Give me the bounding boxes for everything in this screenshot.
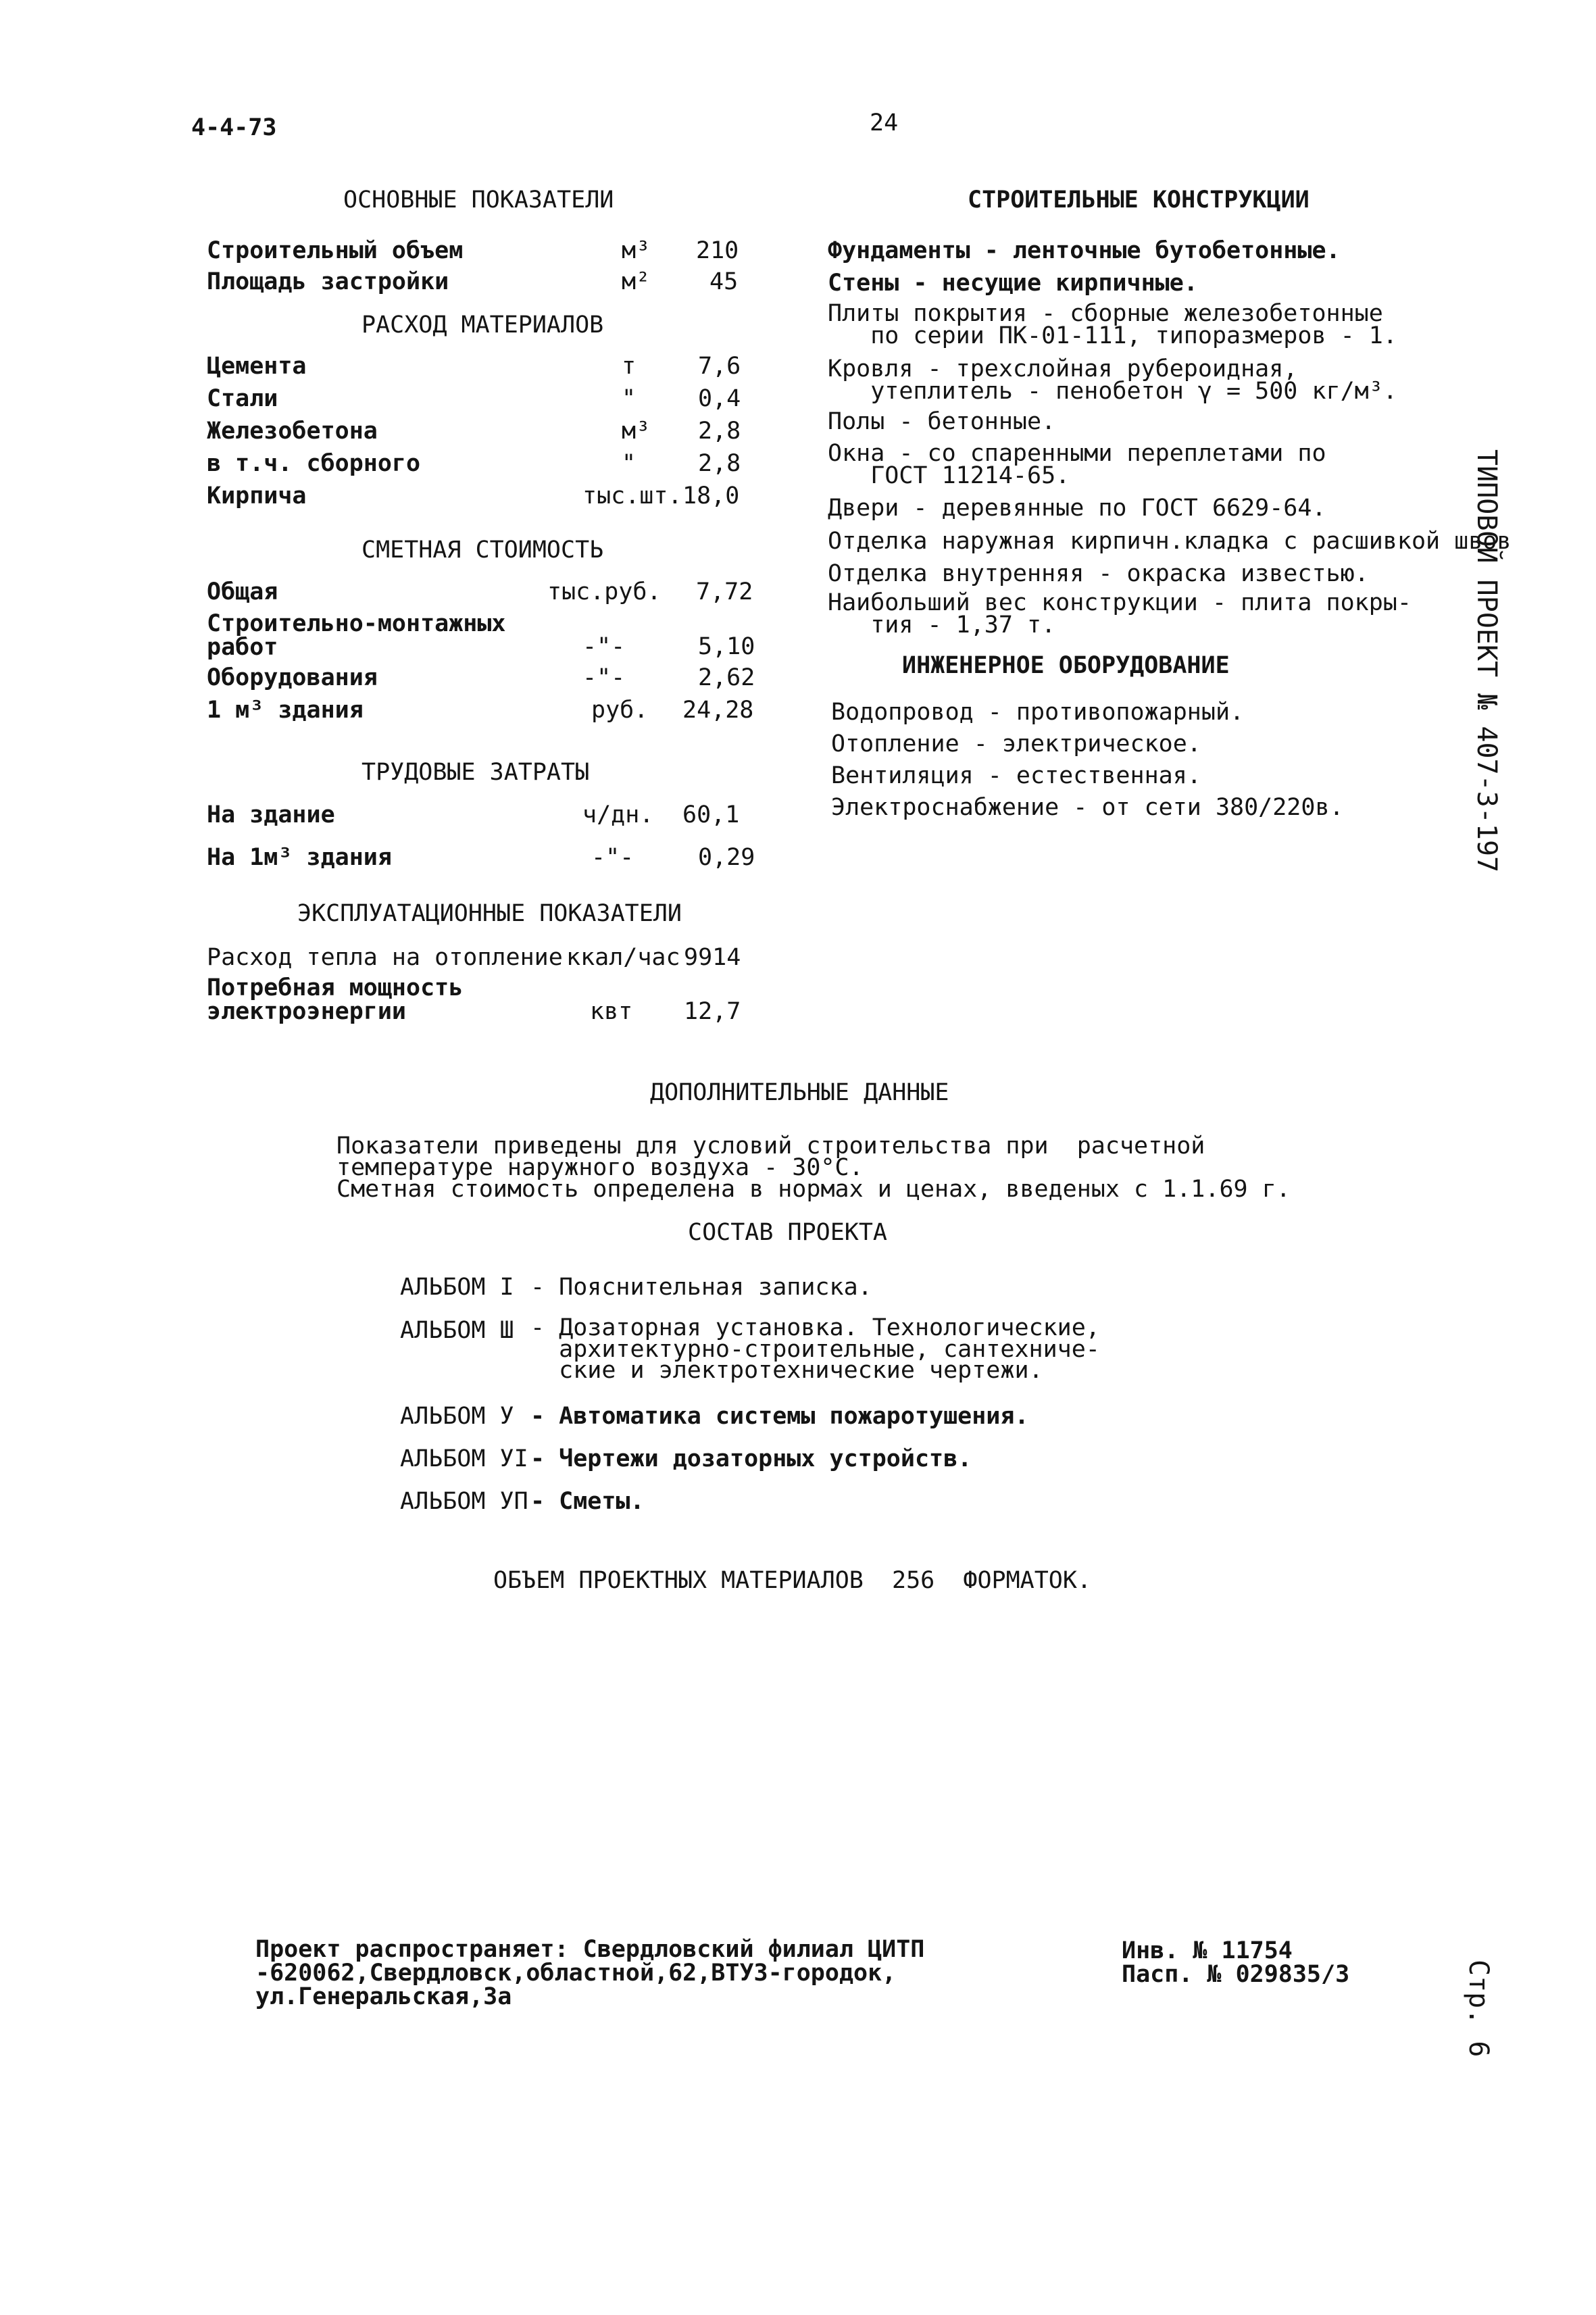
table-row-label: Цемента <box>207 353 307 380</box>
table-row-label: Кирпича <box>207 482 307 509</box>
list-item: Кровля - трехслойная рубероидная, утеплитель - пенобетон γ = 500 кг/м³. <box>828 355 1397 405</box>
composition-title: СОСТАВ ПРОЕКТА <box>688 1219 888 1246</box>
table-row-unit: -"- <box>582 664 626 691</box>
album-description: - Дозаторная установка. Технологические, архитектурно-строительные, сантехниче- ские и электротехнические чертежи. <box>530 1314 1100 1384</box>
list-item: Двери - деревянные по ГОСТ 6629-64. <box>828 495 1326 522</box>
table-row-unit: -"- <box>591 844 634 871</box>
table-row-label: Потребная мощность электроэнергии <box>207 974 464 1025</box>
table-row-value: 7,6 <box>698 353 741 380</box>
list-item: Водопровод - противопожарный. <box>831 699 1245 726</box>
table-row-unit: м³ <box>622 237 651 264</box>
table-row-value: 2,8 <box>698 450 741 477</box>
table-row-value: 0,29 <box>698 844 755 871</box>
list-item: Фундаменты - ленточные бутобетонные. <box>828 237 1341 264</box>
list-item: Окна - со спаренными переплетами по ГОСТ 11214-65. <box>828 440 1326 490</box>
page-number: 24 <box>870 109 899 136</box>
cost-title: СМЕТНАЯ СТОИМОСТЬ <box>361 537 604 564</box>
table-row-label: На здание <box>207 801 335 828</box>
table-row-label: Общая <box>207 578 278 605</box>
list-item: Отделка наружная кирпичн.кладка с расшивкой швов <box>828 528 1512 555</box>
table-row-unit: ч/дн. <box>582 801 654 828</box>
album-name: АЛЬБОМ У <box>400 1403 514 1430</box>
additional-title: ДОПОЛНИТЕЛЬНЫЕ ДАННЫЕ <box>650 1079 949 1106</box>
constructions-title: СТРОИТЕЛЬНЫЕ КОНСТРУКЦИИ <box>968 186 1310 214</box>
table-row-unit: тыс.руб. <box>547 578 662 605</box>
table-row-value: 12,7 <box>684 998 741 1025</box>
table-row-unit: " <box>622 450 637 477</box>
table-row-label: в т.ч. сборного <box>207 450 421 477</box>
table-row-label: На 1м³ здания <box>207 844 392 871</box>
labor-title: ТРУДОВЫЕ ЗАТРАТЫ <box>361 759 590 786</box>
list-item: Вентиляция - естественная. <box>831 762 1201 789</box>
basic-indicators-title: ОСНОВНЫЕ ПОКАЗАТЕЛИ <box>343 186 614 214</box>
table-row-value: 7,72 <box>696 578 753 605</box>
list-item: Отделка внутренняя - окраска известью. <box>828 560 1369 587</box>
table-row-unit: м² <box>622 268 651 295</box>
list-item: Стены - несущие кирпичные. <box>828 270 1198 297</box>
table-row-unit: руб. <box>591 697 649 724</box>
table-row-label: Оборудования <box>207 664 378 691</box>
album-description: - Сметы. <box>530 1488 645 1515</box>
document-code: 4-4-73 <box>191 114 277 141</box>
table-row-unit: тыс.шт. <box>582 482 682 509</box>
list-item: Наибольший вес конструкции - плита покры- тия - 1,37 т. <box>828 589 1412 639</box>
table-row-unit: м³ <box>622 418 651 445</box>
list-item: Плиты покрытия - сборные железобетонные по серии ПК-01-111, типоразмеров - 1. <box>828 300 1397 350</box>
distributor-info: Проект распространяет: Свердловский филиал ЦИТП -620062,Свердловск,областной,62,ВТУЗ-городок, ул.Генеральская,3а <box>255 1936 925 2010</box>
additional-text: Показатели приведены для условий строительства при расчетной температуре наружного воздуха - 30°С. Сметная стоимость определена в нормах и ценах, введеных с 1.1.69 г. <box>336 1132 1291 1203</box>
table-row-label: Площадь застройки <box>207 268 449 295</box>
album-name: АЛЬБОМ УI <box>400 1445 528 1472</box>
operation-title: ЭКСПЛУАТАЦИОННЫЕ ПОКАЗАТЕЛИ <box>297 900 682 927</box>
table-row-label: Стали <box>207 385 278 412</box>
table-row-label: Строительно-монтажных работ <box>207 610 506 661</box>
table-row-value: 5,10 <box>698 633 755 660</box>
list-item: Отопление - электрическое. <box>831 730 1201 757</box>
table-row-value: 18,0 <box>682 482 740 509</box>
album-name: АЛЬБОМ Ш <box>400 1317 514 1344</box>
table-row-value: 2,8 <box>698 418 741 445</box>
table-row-value: 24,28 <box>682 697 754 724</box>
table-row-unit: ккал/час <box>566 944 680 971</box>
album-description: - Пояснительная записка. <box>530 1274 872 1301</box>
project-volume: ОБЪЕМ ПРОЕКТНЫХ МАТЕРИАЛОВ 256 ФОРМАТОК. <box>493 1567 1092 1594</box>
inventory-number: Инв. № 11754 <box>1122 1937 1293 1964</box>
table-row-label: 1 м³ здания <box>207 697 364 724</box>
table-row-value: 60,1 <box>682 801 740 828</box>
album-description: - Чертежи дозаторных устройств. <box>530 1445 972 1472</box>
engineering-title: ИНЖЕНЕРНОЕ ОБОРУДОВАНИЕ <box>902 652 1230 679</box>
table-row-value: 2,62 <box>698 664 755 691</box>
page-label: Стр. 6 <box>1463 1960 1494 2058</box>
passport-number: Пасп. № 029835/3 <box>1122 1961 1350 1988</box>
table-row-value: 9914 <box>684 944 741 971</box>
materials-title: РАСХОД МАТЕРИАЛОВ <box>361 312 604 339</box>
table-row-label: Расход тепла на отопление <box>207 944 563 971</box>
list-item: Полы - бетонные. <box>828 408 1056 435</box>
album-name: АЛЬБОМ I <box>400 1274 514 1301</box>
table-row-value: 45 <box>709 268 739 295</box>
album-name: АЛЬБОМ УП <box>400 1488 528 1515</box>
table-row-unit: т <box>622 353 637 380</box>
table-row-value: 210 <box>696 237 739 264</box>
list-item: Электроснабжение - от сети 380/220в. <box>831 794 1344 821</box>
table-row-unit: -"- <box>582 633 626 660</box>
table-row-label: Строительный объем <box>207 237 464 264</box>
album-description: - Автоматика системы пожаротушения. <box>530 1403 1029 1430</box>
side-project-label: ТИПОВОЙ ПРОЕКТ № 407-3-197 <box>1471 449 1502 873</box>
table-row-unit: " <box>622 385 637 412</box>
table-row-value: 0,4 <box>698 385 741 412</box>
table-row-label: Железобетона <box>207 418 378 445</box>
table-row-unit: квт <box>590 998 633 1025</box>
